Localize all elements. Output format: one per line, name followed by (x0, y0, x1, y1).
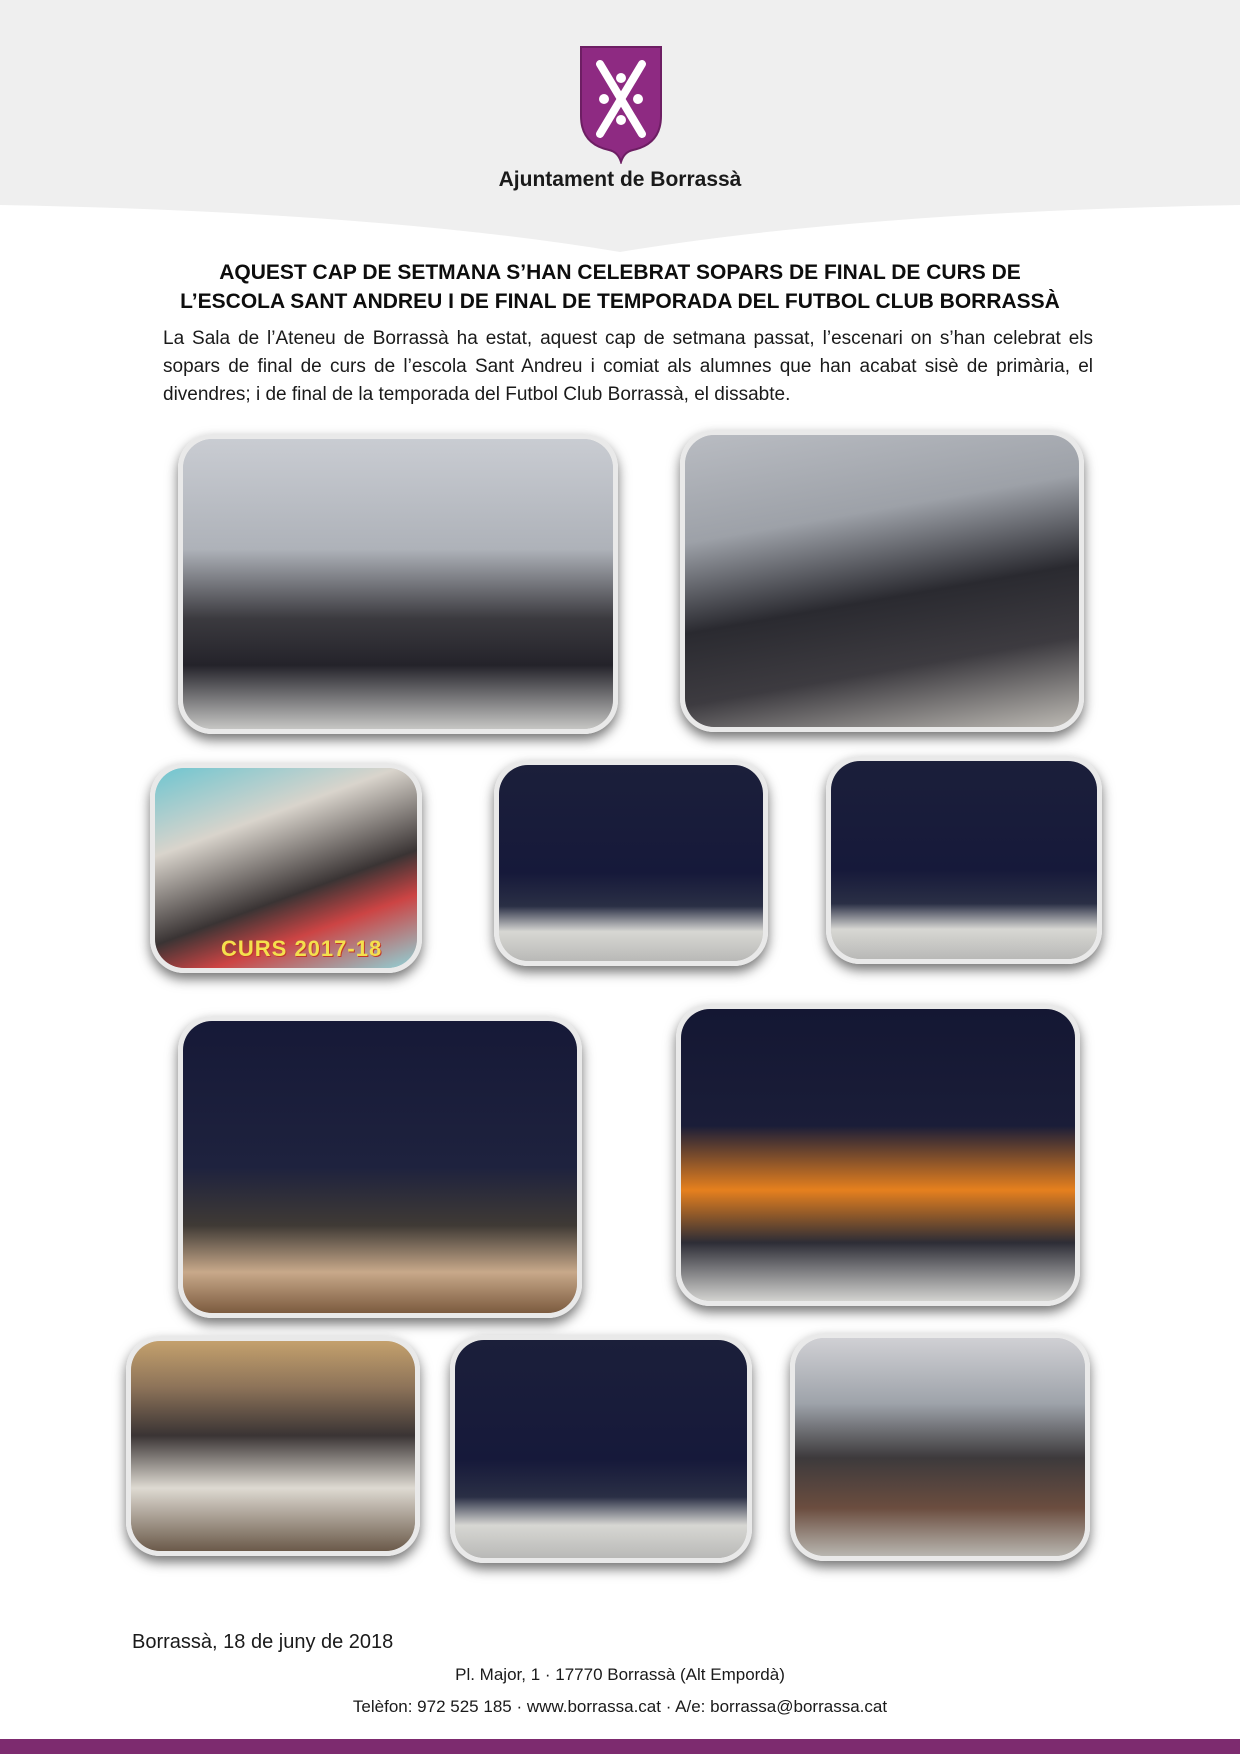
photo-dinner-hall (790, 1333, 1090, 1561)
photo-projection-screen (826, 756, 1102, 964)
photo-speaker-microphone (450, 1335, 752, 1563)
footer-contact: Telèfon: 972 525 185 · www.borrassa.cat · A/e: borrassa@borrassa.cat (352, 1697, 888, 1716)
document-date: Borrassà, 18 de juny de 2018 (132, 1631, 394, 1653)
photo-group-on-stage (178, 1016, 582, 1318)
headline-line-2: L’ESCOLA SANT ANDREU I DE FINAL DE TEMPORADA DEL FUTBOL CLUB BORRASSÀ (180, 290, 1060, 313)
photo-photo-booth-frame (150, 763, 422, 973)
photo-frame-caption: CURS 2017-18 (221, 936, 383, 961)
coat-of-arms-shield-icon (578, 44, 664, 164)
photo-football-team (676, 1004, 1080, 1306)
footer-address: Pl. Major, 1 · 17770 Borrassà (Alt Empordà) (455, 1665, 785, 1684)
photo-students-on-stage (494, 760, 768, 966)
photo-dinner-tables (126, 1336, 420, 1556)
headline-line-1: AQUEST CAP DE SETMANA S’HAN CELEBRAT SOPARS DE FINAL DE CURS DE (219, 261, 1021, 284)
photo-children-seated (680, 430, 1084, 732)
organization-name: Ajuntament de Borrassà (498, 168, 742, 191)
footer-accent-bar (0, 1739, 1240, 1754)
article-headline (150, 258, 1090, 316)
photo-hall-audience (178, 434, 618, 734)
article-lead-paragraph: La Sala de l’Ateneu de Borrassà ha estat, aquest cap de setmana passat, l’escenari on s’han celebrat els sopars de final de curs de l’escola Sant Andreu i comiat als alumnes que han acabat sisè de primària, el divendres; i de final de la temporada del Futbol Club Borrassà, el dissabte. (163, 328, 1093, 405)
